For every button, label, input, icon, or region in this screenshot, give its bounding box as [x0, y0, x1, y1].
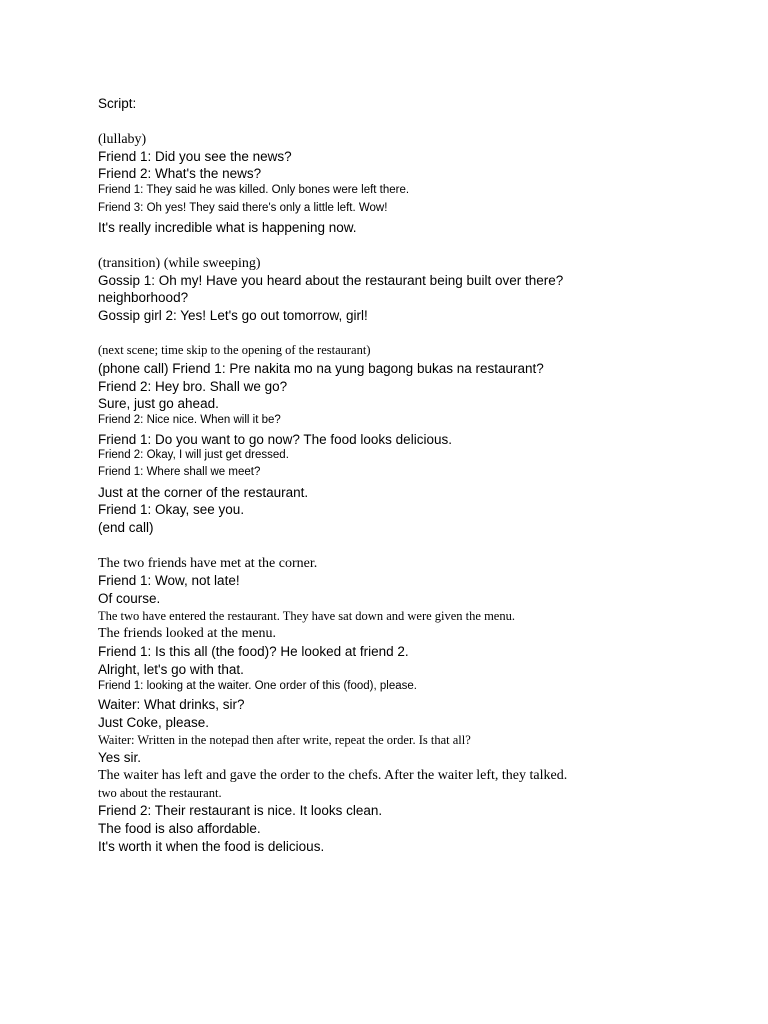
dialogue-line: Friend 1: Did you see the news?: [98, 149, 292, 164]
dialogue-line: Friend 2: What's the news?: [98, 166, 262, 181]
dialogue-line: Friend 1: Okay, see you.: [98, 502, 245, 517]
stage-direction: (next scene; time skip to the opening of the restaurant): [98, 343, 371, 357]
dialogue-line: The food is also affordable.: [98, 821, 261, 836]
dialogue-line: Friend 2: Nice nice. When will it be?: [98, 414, 281, 426]
stage-direction: The waiter has left and gave the order to the chefs. After the waiter left, they talked.: [98, 768, 568, 783]
dialogue-line: Friend 1: Is this all (the food)? He looked at friend 2.: [98, 644, 409, 659]
dialogue-line: Just Coke, please.: [98, 715, 210, 730]
stage-direction: two about the restaurant.: [98, 786, 222, 800]
dialogue-line: Friend 1: Where shall we meet?: [98, 466, 261, 478]
dialogue-line: Alright, let's go with that.: [98, 662, 244, 677]
dialogue-line: It's worth it when the food is delicious.: [98, 839, 325, 854]
dialogue-line: Gossip 1: Oh my! Have you heard about the restaurant being built over there?: [98, 273, 564, 288]
dialogue-line: Gossip girl 2: Yes! Let's go out tomorrow, girl!: [98, 308, 368, 323]
dialogue-line: Friend 3: Oh yes! They said there's only a little left. Wow!: [98, 202, 388, 214]
stage-direction: The two friends have met at the corner.: [98, 556, 318, 571]
dialogue-line: Sure, just go ahead.: [98, 396, 219, 411]
stage-direction: The friends looked at the menu.: [98, 626, 277, 641]
dialogue-line: (phone call) Friend 1: Pre nakita mo na yung bagong bukas na restaurant?: [98, 361, 544, 376]
dialogue-line: Friend 1: Wow, not late!: [98, 573, 240, 588]
dialogue-line: Friend 1: Do you want to go now? The food looks delicious.: [98, 432, 452, 447]
dialogue-line: Of course.: [98, 591, 161, 606]
stage-direction: (lullaby): [98, 132, 147, 147]
dialogue-line: Friend 2: Hey bro. Shall we go?: [98, 379, 288, 394]
dialogue-line: Friend 2: Okay, I will just get dressed.: [98, 449, 289, 461]
dialogue-line: Waiter: What drinks, sir?: [98, 697, 245, 712]
dialogue-line: Yes sir.: [98, 750, 142, 765]
dialogue-line: neighborhood?: [98, 290, 189, 305]
dialogue-line: Friend 1: They said he was killed. Only bones were left there.: [98, 184, 410, 196]
stage-direction: Waiter: Written in the notepad then after write, repeat the order. Is that all?: [98, 733, 471, 747]
dialogue-line: (end call): [98, 520, 154, 535]
script-heading: Script:: [98, 96, 137, 111]
dialogue-line: Just at the corner of the restaurant.: [98, 485, 309, 500]
stage-direction: (transition) (while sweeping): [98, 256, 261, 271]
dialogue-line: It's really incredible what is happening now.: [98, 220, 357, 235]
dialogue-line: Friend 1: looking at the waiter. One order of this (food), please.: [98, 680, 417, 692]
stage-direction: The two have entered the restaurant. They have sat down and were given the menu.: [98, 609, 515, 623]
dialogue-line: Friend 2: Their restaurant is nice. It looks clean.: [98, 803, 383, 818]
